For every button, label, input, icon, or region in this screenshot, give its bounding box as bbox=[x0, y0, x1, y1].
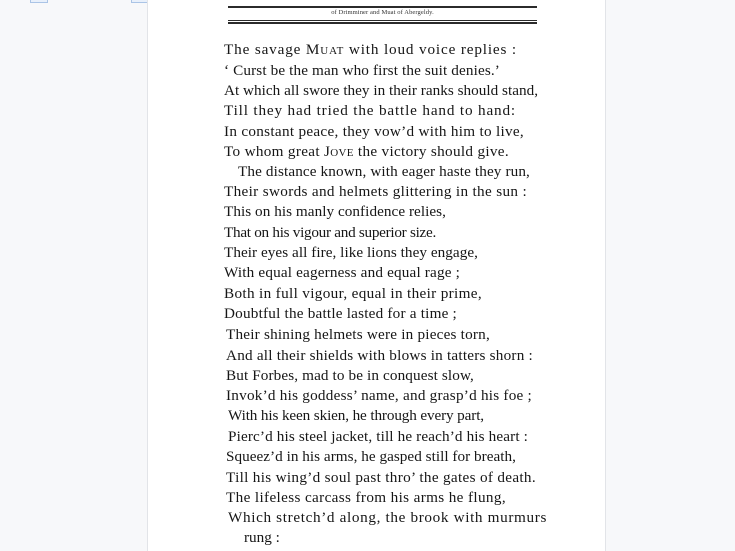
poem-line bbox=[224, 182, 527, 202]
poem-line bbox=[224, 101, 516, 121]
book-page bbox=[147, 0, 606, 551]
poem-line bbox=[226, 468, 536, 488]
poem-line bbox=[228, 508, 547, 528]
poem-line-text: Doubtful the battle lasted for a time ; bbox=[224, 305, 457, 322]
header-rule-top bbox=[228, 6, 537, 8]
poem-line-text-cont: with loud voice replies : bbox=[344, 41, 517, 58]
poem-line bbox=[226, 488, 506, 508]
poem-line bbox=[226, 366, 474, 386]
poem-line-text: Invok’d his goddess’ name, and grasp’d his foe ; bbox=[226, 387, 533, 404]
poem-line bbox=[226, 386, 532, 406]
poem-line-text: Which stretch’d along, the brook with murmurs bbox=[228, 509, 548, 526]
header-rule-thick bbox=[228, 22, 537, 24]
poem-line bbox=[224, 122, 524, 142]
poem-line-text: rung : bbox=[244, 529, 280, 546]
poem-line bbox=[244, 528, 280, 548]
poem-line-name: Muat bbox=[305, 41, 345, 58]
poem-line-text: Both in full vigour, equal in their prime, bbox=[224, 285, 482, 302]
poem-line-text: That on his vigour and superior size. bbox=[224, 224, 436, 241]
poem-line-text: With equal eagerness and equal rage ; bbox=[224, 264, 460, 281]
poem-line bbox=[238, 162, 530, 182]
poem-line-text: ‘ Curst be the man who first the suit denies.’ bbox=[224, 62, 500, 79]
poem-line-text: At which all swore they in their ranks should stand, bbox=[224, 82, 539, 99]
poem-line-text: And all their shields with blows in tatters shorn : bbox=[226, 347, 533, 364]
poem-line bbox=[228, 427, 528, 447]
poem-line-text: Squeez’d in his arms, he gasped still for breath, bbox=[226, 448, 517, 465]
previous-page-button[interactable] bbox=[30, 0, 48, 3]
poem-line-text: The lifeless carcass from his arms he flung, bbox=[226, 489, 506, 506]
poem-line-text: Till they had tried the battle hand to hand: bbox=[224, 102, 516, 119]
poem-line bbox=[224, 263, 460, 283]
poem-line bbox=[226, 346, 533, 366]
poem-line bbox=[228, 406, 484, 426]
poem-line-text: Their eyes all fire, like lions they engage, bbox=[224, 244, 479, 261]
poem-line-text-cont: the victory should give. bbox=[353, 143, 509, 160]
poem-line-text: This on his manly confidence relies, bbox=[224, 203, 446, 220]
poem-line-text: Their swords and helmets glittering in the sun : bbox=[224, 183, 528, 200]
poem-line-text: Pierc’d his steel jacket, till he reach’d his heart : bbox=[228, 428, 528, 445]
poem-line bbox=[224, 304, 457, 324]
poem-line-text: The distance known, with eager haste they run, bbox=[238, 163, 530, 180]
poem-line-text: Their shining helmets were in pieces torn, bbox=[226, 326, 490, 343]
poem-line bbox=[224, 223, 436, 243]
poem-line bbox=[224, 61, 500, 81]
poem-line-text: In constant peace, they vow’d with him to live, bbox=[224, 123, 525, 140]
running-head: of Drimminer and Muat of Abergeldy. bbox=[331, 9, 434, 16]
poem-line bbox=[226, 325, 490, 345]
poem-line bbox=[224, 202, 446, 222]
poem-line bbox=[224, 284, 482, 304]
poem-line bbox=[224, 142, 509, 162]
poem-line bbox=[224, 40, 517, 60]
poem-line-name: Jove bbox=[324, 143, 354, 160]
poem-line bbox=[224, 243, 478, 263]
poem-line-text: But Forbes, mad to be in conquest slow, bbox=[226, 367, 474, 384]
header-rule-thin bbox=[228, 20, 537, 21]
poem-line bbox=[224, 81, 538, 101]
poem-line-text: Till his wing’d soul past thro’ the gates of death. bbox=[226, 469, 536, 486]
poem-line-text: To whom great bbox=[224, 143, 324, 160]
poem-line bbox=[226, 447, 516, 467]
poem-line-text: With his keen skien, he through every part, bbox=[228, 407, 484, 424]
poem-line-text: The savage bbox=[224, 41, 306, 58]
